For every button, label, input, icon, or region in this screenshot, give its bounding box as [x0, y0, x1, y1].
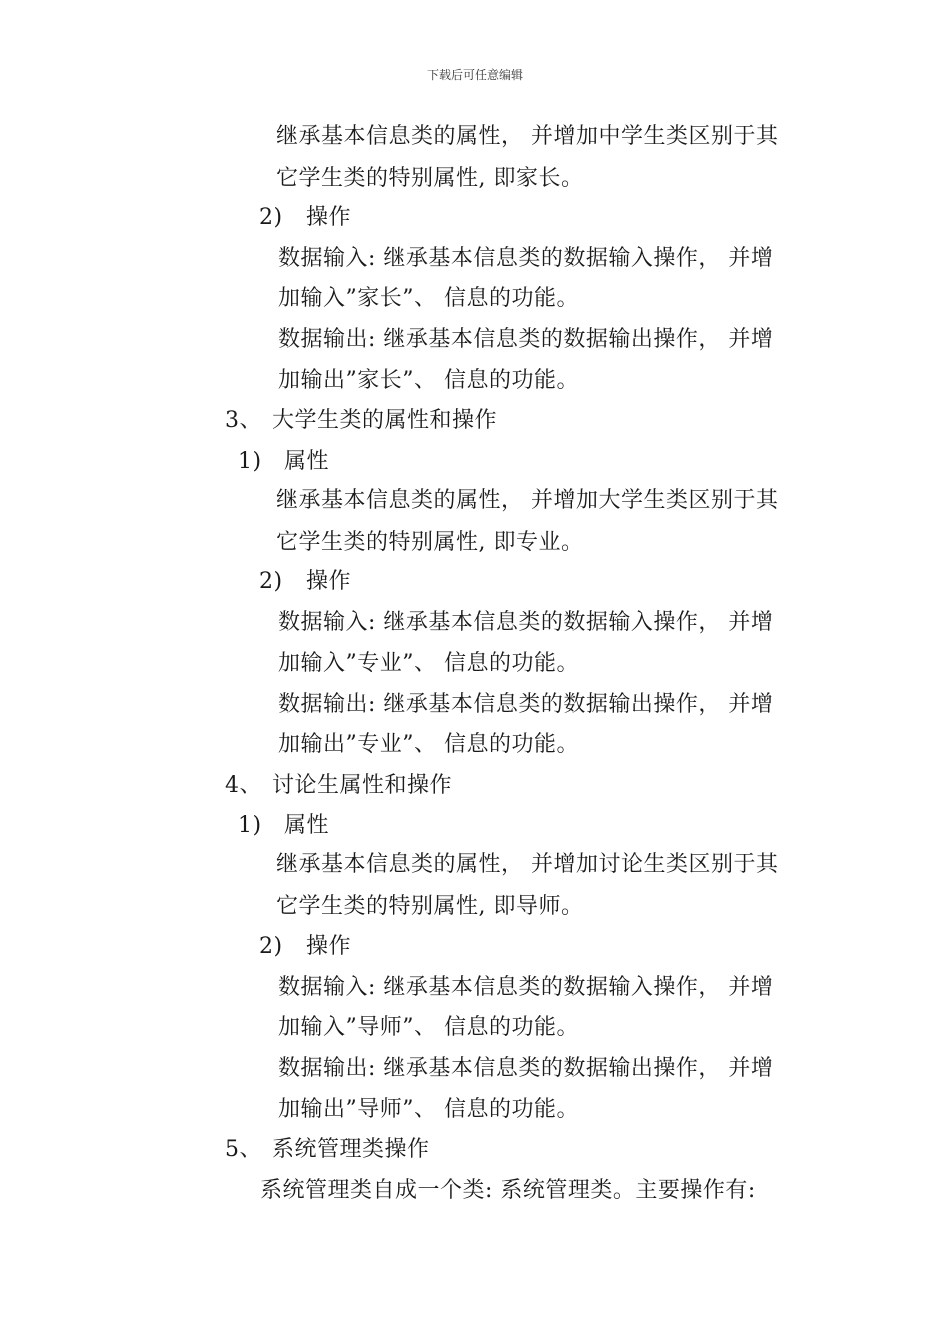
paragraph-line: 数据输入: 继承基本信息类的数据输入操作， 并增 — [278, 975, 774, 1000]
paragraph-line: 加输出”专业”、 信息的功能。 — [278, 732, 579, 757]
list-number: 2) — [259, 205, 283, 230]
subheading: 操作 — [306, 205, 352, 230]
subheading: 操作 — [306, 934, 352, 959]
paragraph-line: 数据输入: 继承基本信息类的数据输入操作， 并增 — [278, 610, 774, 635]
paragraph-line: 继承基本信息类的属性， 并增加大学生类区别于其 — [276, 488, 779, 513]
paragraph-line: 数据输入: 继承基本信息类的数据输入操作， 并增 — [278, 246, 774, 271]
section-number: 4、 — [225, 773, 262, 798]
section-number: 5、 — [225, 1137, 262, 1162]
paragraph-line: 数据输出: 继承基本信息类的数据输出操作， 并增 — [278, 327, 774, 352]
paragraph-line: 加输入”专业”、 信息的功能。 — [278, 651, 579, 676]
paragraph-line: 继承基本信息类的属性， 并增加中学生类区别于其 — [276, 124, 779, 149]
paragraph-line: 数据输出: 继承基本信息类的数据输出操作， 并增 — [278, 1056, 774, 1081]
section-number: 3、 — [225, 408, 262, 433]
page-header-note: 下载后可任意编辑 — [426, 68, 523, 82]
subheading: 属性 — [284, 813, 330, 838]
section-heading: 大学生类的属性和操作 — [272, 408, 498, 433]
paragraph-line: 它学生类的特别属性, 即家长。 — [276, 166, 584, 191]
list-number: 2) — [259, 934, 283, 959]
section-heading: 系统管理类操作 — [272, 1137, 430, 1162]
list-number: 2) — [259, 569, 283, 594]
paragraph-line: 加输入”家长”、 信息的功能。 — [278, 286, 579, 311]
subheading: 属性 — [284, 449, 330, 474]
paragraph-line: 它学生类的特别属性, 即专业。 — [276, 530, 584, 555]
paragraph-line: 加输入”导师”、 信息的功能。 — [278, 1015, 579, 1040]
paragraph-line: 加输出”导师”、 信息的功能。 — [278, 1097, 579, 1122]
subheading: 操作 — [306, 569, 352, 594]
paragraph-line: 数据输出: 继承基本信息类的数据输出操作， 并增 — [278, 692, 774, 717]
paragraph-line: 系统管理类自成一个类: 系统管理类。主要操作有: — [260, 1178, 756, 1203]
paragraph-line: 继承基本信息类的属性， 并增加讨论生类区别于其 — [276, 852, 779, 877]
list-number: 1) — [238, 449, 262, 474]
paragraph-line: 加输出”家长”、 信息的功能。 — [278, 368, 579, 393]
section-heading: 讨论生属性和操作 — [272, 773, 453, 798]
paragraph-line: 它学生类的特别属性, 即导师。 — [276, 894, 584, 919]
list-number: 1) — [238, 813, 262, 838]
